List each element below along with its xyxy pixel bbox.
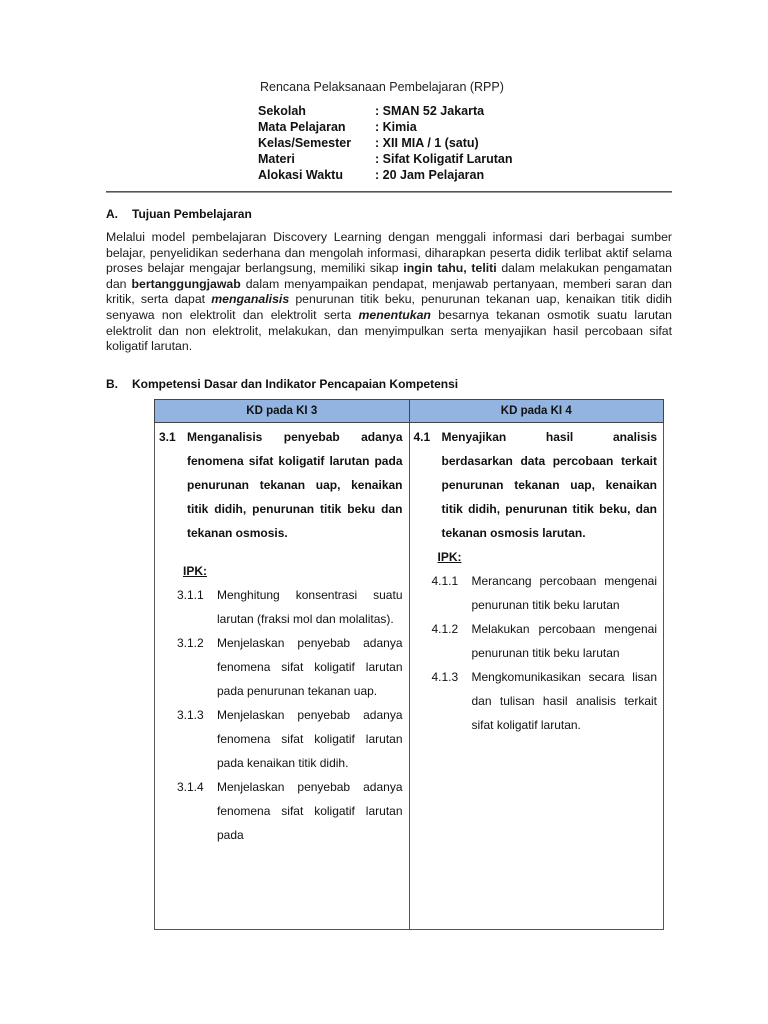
cell-ki4 <box>409 423 664 930</box>
kd-text: Menganalisis penyebab adanya fenomena sifat koligatif larutan pada penurunan tekanan uap, kenaikan titik didih, penurunan titik beku dan tekanan osmosis. <box>187 430 403 540</box>
indicator-item <box>155 703 409 775</box>
indicator-number: 4.1.3 <box>431 670 459 684</box>
indicator-item <box>155 631 409 703</box>
text-run: dalam menyampaikan pendapat, menjawab pertanyaan, memberi saran dan kritik, serta dapat <box>106 276 673 307</box>
learning-objectives-paragraph <box>106 230 672 355</box>
indicator-number: 3.1.4 <box>177 780 204 794</box>
kd-text: Menyajikan hasil analisis berdasarkan data percobaan terkait penurunan tekanan uap, kenaikan titik didih, penurunan titik beku, dan tekanan osmosis larutan. <box>441 430 657 540</box>
header-kd-ki4: KD pada KI 4 <box>409 400 664 423</box>
meta-label: Sekolah <box>258 104 306 118</box>
section-number: B. <box>106 377 118 391</box>
indicator-number: 4.1.2 <box>431 622 459 636</box>
emphasis-bertanggungjawab: bertanggungjawab <box>131 276 241 291</box>
indicator-text: Mengkomunikasikan secara lisan dan tulisan hasil analisis terkait sifat koligatif larutan. <box>471 670 657 732</box>
header-divider <box>106 191 672 193</box>
meta-value: : XII MIA / 1 (satu) <box>375 136 479 150</box>
indicator-text: Menjelaskan penyebab adanya fenomena sifat koligatif larutan pada <box>217 780 403 842</box>
emphasis-menentukan: menentukan <box>358 307 431 322</box>
meta-label: Alokasi Waktu <box>258 168 343 182</box>
indicator-number: 3.1.1 <box>177 588 204 602</box>
section-title: Tujuan Pembelajaran <box>132 207 252 221</box>
table-row <box>155 423 664 930</box>
document-meta <box>258 103 513 183</box>
section-number: A. <box>106 207 118 221</box>
emphasis-menganalisis: menganalisis <box>211 292 290 307</box>
meta-value: : 20 Jam Pelajaran <box>375 168 485 182</box>
meta-label: Mata Pelajaran <box>258 120 346 134</box>
section-title: Kompetensi Dasar dan Indikator Pencapaian Kompetensi <box>132 377 459 391</box>
indicator-item <box>410 617 664 665</box>
meta-row-alokasi-waktu <box>258 167 513 183</box>
cell-ki3 <box>155 423 410 930</box>
indicator-text: Melakukan percobaan mengenai penurunan titik beku larutan <box>471 622 657 660</box>
meta-row-sekolah <box>258 103 513 119</box>
kd-statement <box>155 423 409 545</box>
indicator-text: Menjelaskan penyebab adanya fenomena sifat koligatif larutan pada kenaikan titik didih. <box>217 708 403 770</box>
ipk-label: IPK: <box>183 564 207 578</box>
text-run: besarnya tekanan osmotik suatu larutan elektrolit dan non elektrolit, melakukan, dan menyimpulkan serta menyajikan hasil percobaan sifat koligatif larutan. <box>106 307 673 354</box>
kd-number: 4.1 <box>413 430 431 444</box>
indicator-number: 3.1.2 <box>177 636 204 650</box>
text-run: , <box>463 261 472 276</box>
meta-row-kelas-semester <box>258 135 513 151</box>
indicator-item <box>155 775 409 847</box>
indicator-text: Menjelaskan penyebab adanya fenomena sifat koligatif larutan pada penurunan tekanan uap. <box>217 636 403 698</box>
emphasis-teliti: teliti <box>471 261 497 276</box>
ipk-label: IPK: <box>437 550 462 564</box>
indicator-item <box>155 583 409 631</box>
indicator-item <box>410 569 664 617</box>
indicator-number: 3.1.3 <box>177 708 204 722</box>
indicator-text: Menghitung konsentrasi suatu larutan (fraksi mol dan molalitas). <box>217 588 403 626</box>
meta-label: Materi <box>258 152 295 166</box>
header-kd-ki3: KD pada KI 3 <box>155 400 410 423</box>
kd-number: 3.1 <box>159 430 176 444</box>
meta-value: : Sifat Koligatif Larutan <box>375 152 513 166</box>
emphasis-ingin-tahu: ingin tahu <box>403 261 464 276</box>
meta-value: : SMAN 52 Jakarta <box>375 104 485 118</box>
text-run: penurunan titik beku, penurunan tekanan uap, kenaikan titik didih senyawa non elektrolit dan elektrolit serta <box>106 292 672 322</box>
indicator-text: Merancang percobaan mengenai penurunan titik beku larutan <box>471 574 657 612</box>
indicator-number: 4.1.1 <box>431 574 459 588</box>
document-title: Rencana Pelaksanaan Pembelajaran (RPP) <box>260 80 504 94</box>
indicator-item <box>410 665 664 737</box>
kd-statement <box>410 423 664 545</box>
text-run: Melalui model pembelajaran Discovery Learning dengan menggali informasi dari berbagai sumber belajar, penyelidikan sederhana dan mengolah informasi, diharapkan peserta didik terlibat aktif selama proses belajar mengajar berlangsung, memiliki sikap <box>106 230 672 276</box>
meta-label: Kelas/Semester <box>258 136 352 150</box>
competency-table <box>154 399 664 930</box>
table-header-row <box>155 400 664 423</box>
meta-row-materi <box>258 151 513 167</box>
text-run: dalam melakukan pengamatan dan <box>106 261 672 291</box>
section-b-heading <box>106 377 458 391</box>
meta-row-mata-pelajaran <box>258 119 513 135</box>
meta-value: : Kimia <box>375 120 417 134</box>
section-a-heading <box>106 207 252 221</box>
